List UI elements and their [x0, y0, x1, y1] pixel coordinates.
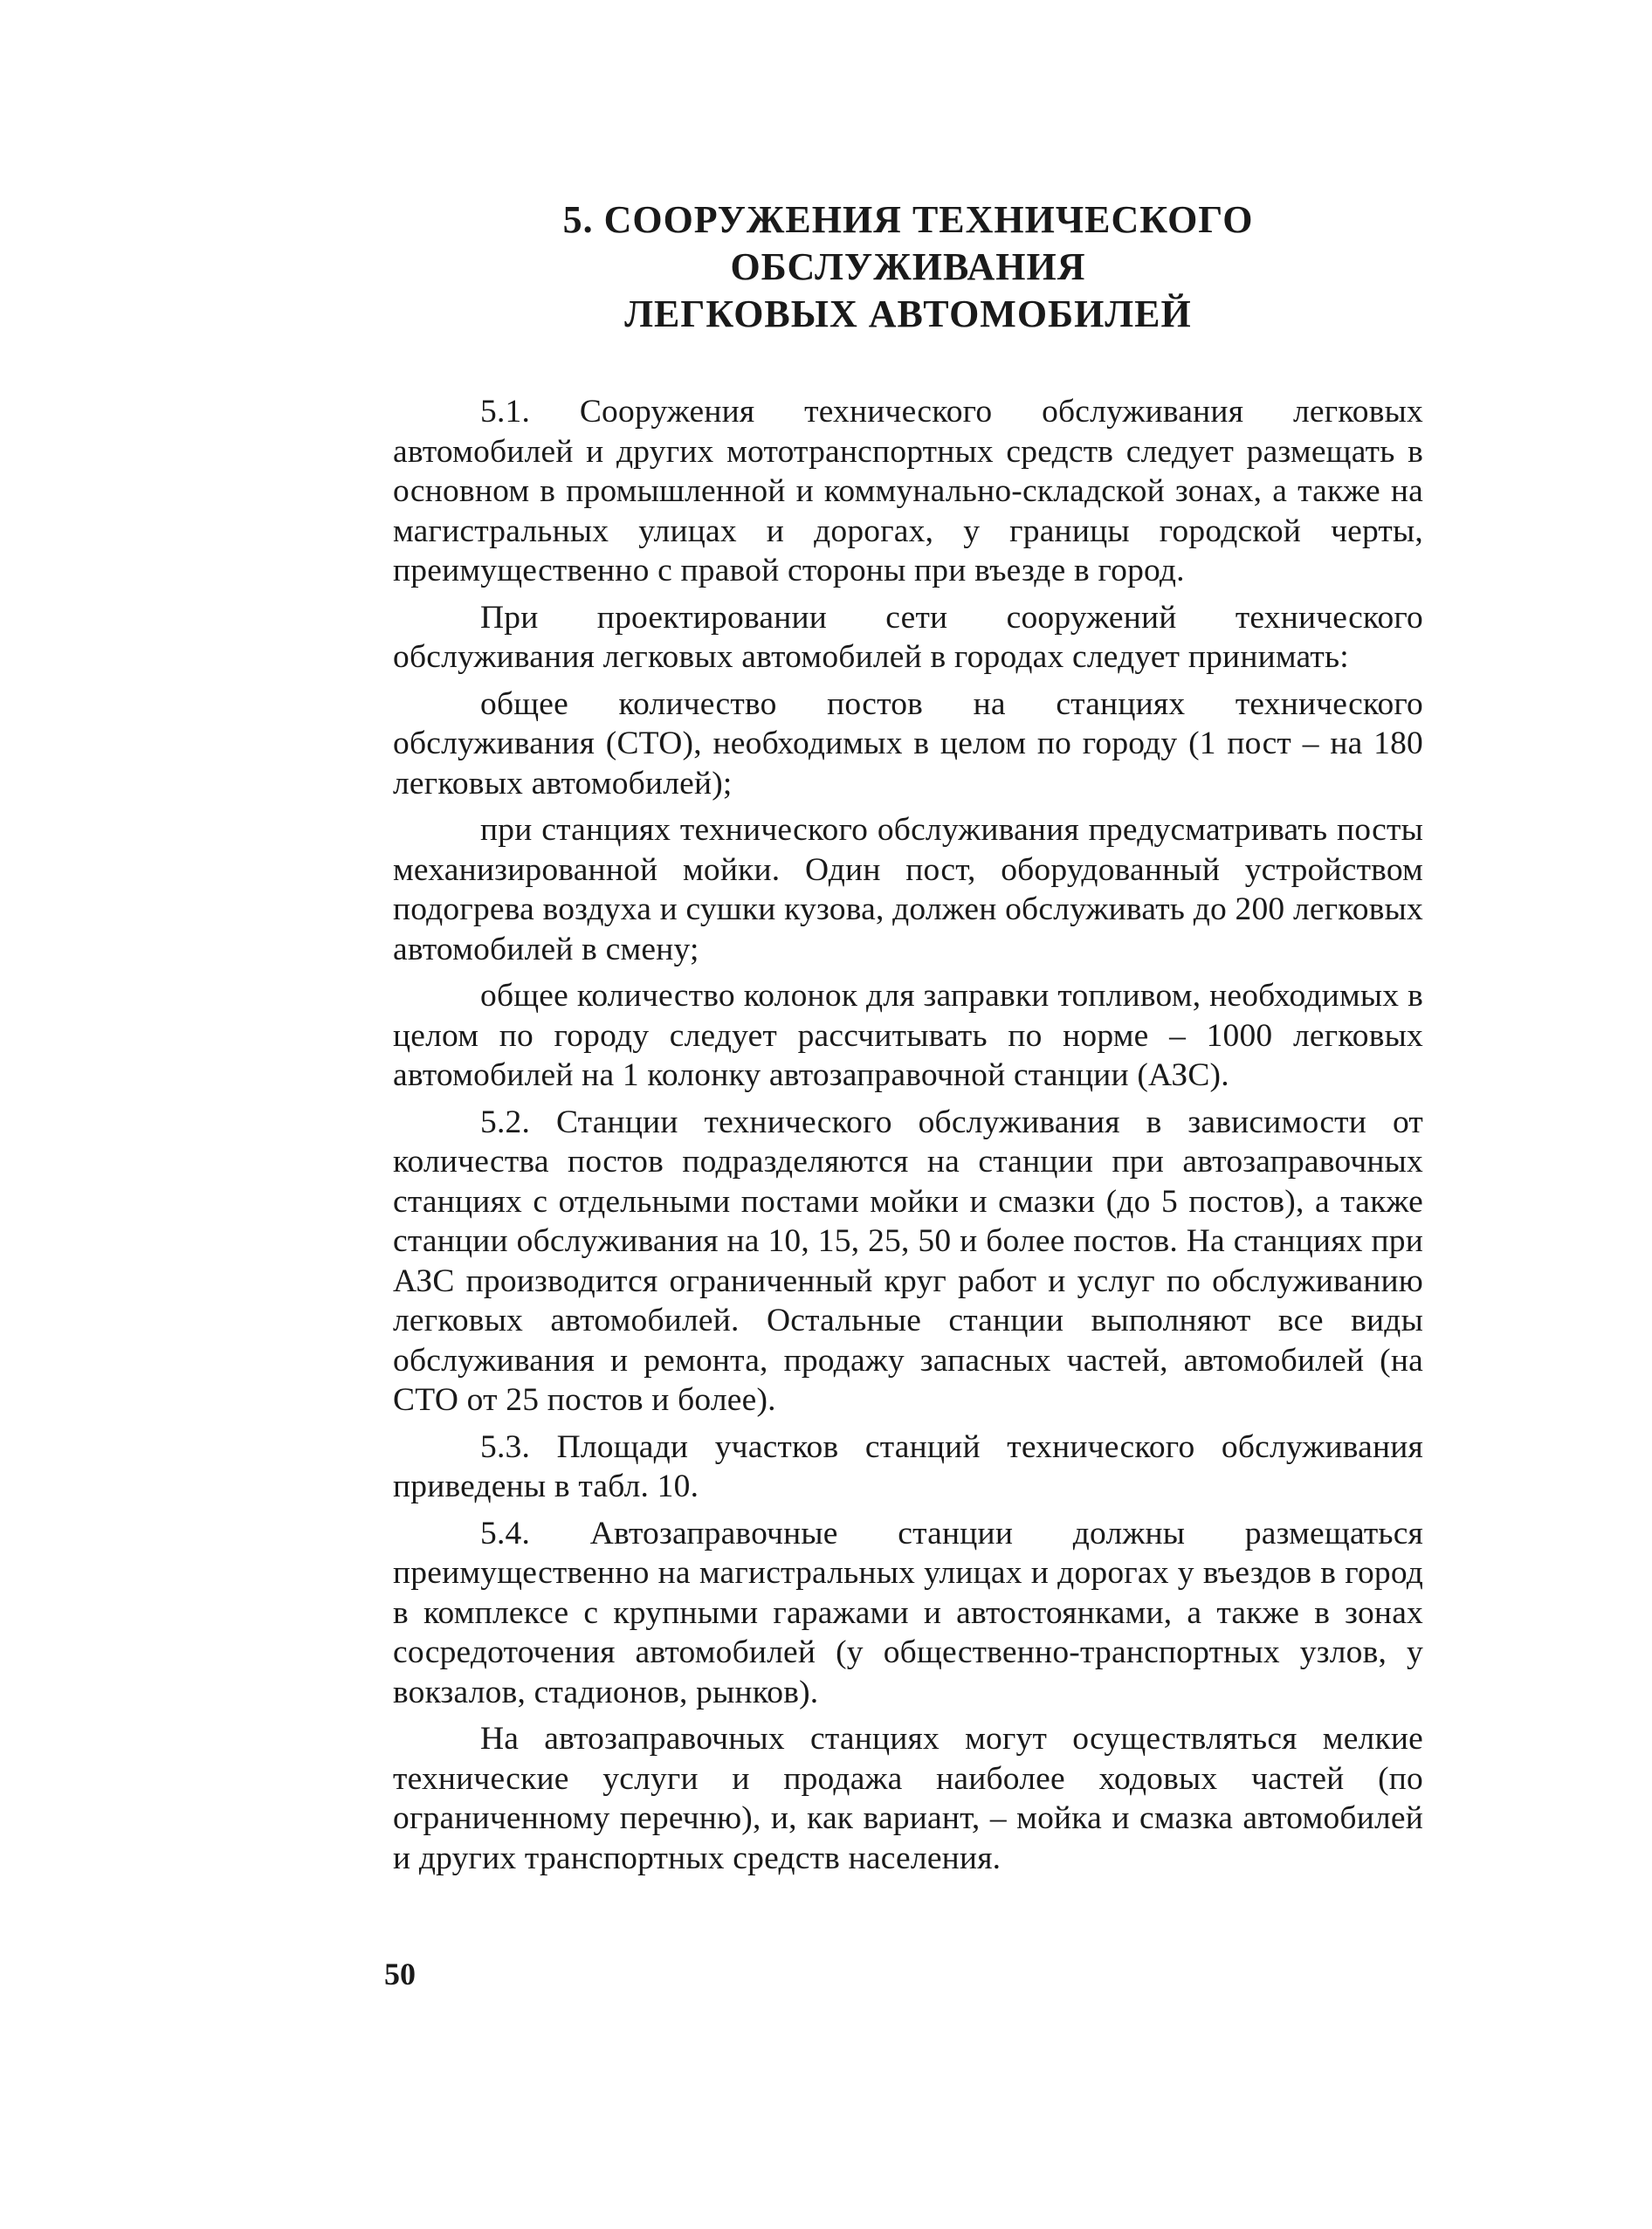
paragraph-5-2: 5.2. Станции технического обслуживания в зависимости от количества постов подразделяются на станции при автозаправочных станциях с отдельными постами мойки и смазки (до 5 постов), а также станции обслуживания на 10, 15, 25, 50 и более постов. На станциях при АЗС производится ограниченный круг работ и услуг по обслуживанию легковых автомобилей. Остальные станции выполняют все виды обслуживания и ремонта, продажу запасных частей, автомобилей (на СТО от 25 постов и более). [393, 1104, 1423, 1418]
paragraph-posts-count: общее количество постов на станциях технического обслуживания (СТО), необходимых в целом по городу (1 пост – на 180 легковых автомобилей); [393, 685, 1423, 801]
paragraph-gas-station-services: На автозаправочных станциях могут осуществляться мелкие технические услуги и продажа наиболее ходовых частей (по ограниченному перечню), и, как вариант, – мойка и смазка автомобилей и других транспортных средств населения. [393, 1721, 1423, 1876]
paragraph-5-1: 5.1. Сооружения технического обслуживания легковых автомобилей и других мототранспортных средств следует размещать в основном в промышленной и коммунально-складской зонах, а также на магистральных улицах и дорогах, у границы городской черты, преимущественно с правой стороны при въезде в город. [393, 394, 1423, 588]
document-page [393, 196, 1423, 1885]
paragraph-washing-posts: при станциях технического обслуживания предусматривать посты механизированной мойки. Один пост, оборудованный устройством подогрева воздуха и сушки кузова, должен обслуживать до 200 легковых автомобилей в смену; [393, 812, 1423, 967]
page-number: 50 [384, 1957, 416, 1992]
paragraph-design-intro: При проектировании сети сооружений технического обслуживания легковых автомобилей в городах следует принимать: [393, 599, 1423, 675]
paragraph-fuel-columns: общее количество колонок для заправки топливом, необходимых в целом по городу следует рассчитывать по норме – 1000 легковых автомобилей на 1 колонку автозаправочной станции (АЗС). [393, 978, 1423, 1093]
paragraph-5-4: 5.4. Автозаправочные станции должны размещаться преимущественно на магистральных улицах и дорогах у въездов в город в комплексе с крупными гаражами и автостоянками, а также в зонах сосредоточения автомобилей (у общественно-транспортных узлов, у вокзалов, стадионов, рынков). [393, 1515, 1423, 1710]
section-title-line-1: 5. СООРУЖЕНИЯ ТЕХНИЧЕСКОГО ОБСЛУЖИВАНИЯ [562, 198, 1254, 288]
paragraph-5-3: 5.3. Площади участков станций технического обслуживания приведены в табл. 10. [393, 1428, 1423, 1504]
section-title-line-2: ЛЕГКОВЫХ АВТОМОБИЛЕЙ [624, 292, 1192, 335]
section-title [393, 196, 1423, 338]
